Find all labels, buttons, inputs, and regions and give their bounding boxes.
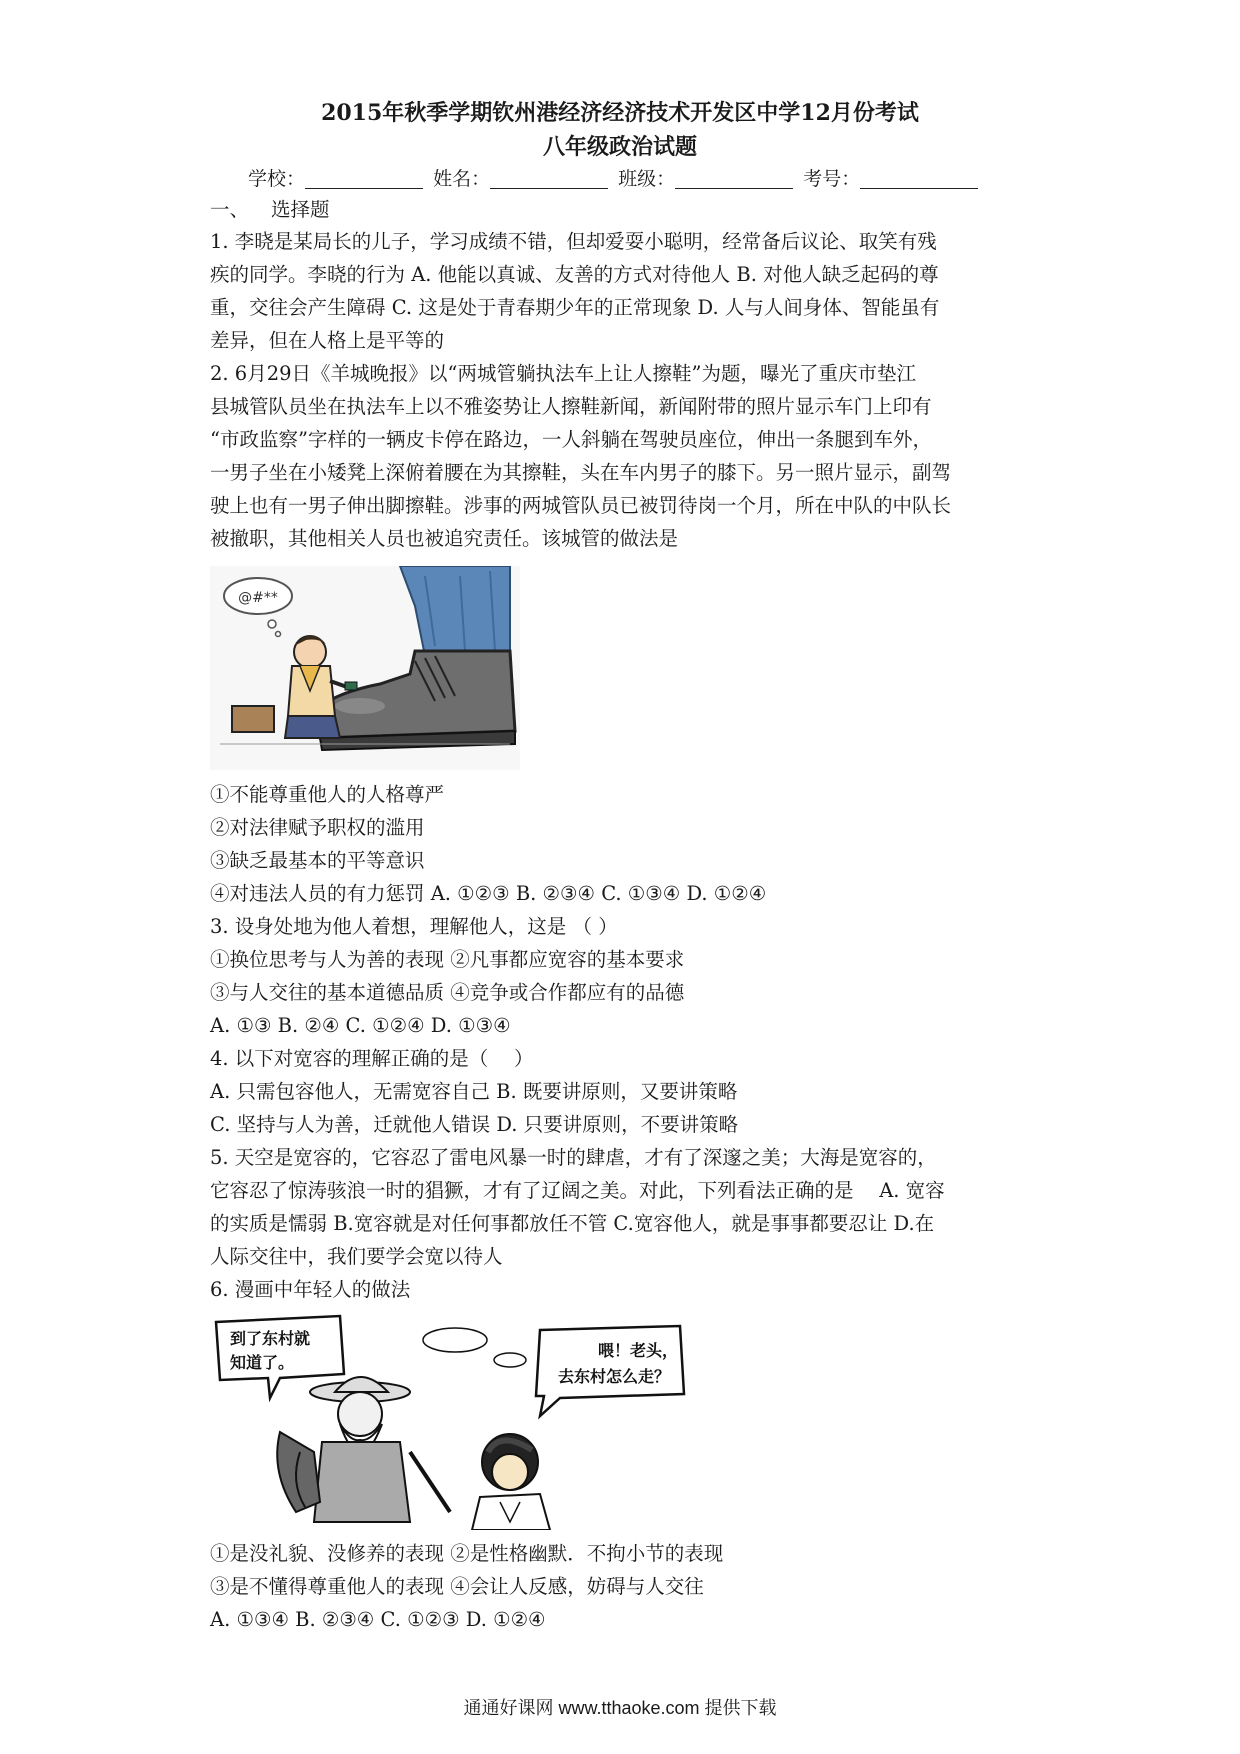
q5-line: 5. 天空是宽容的，它容忍了雷电风暴一时的肆虐，才有了深邃之美；大海是宽容的， xyxy=(210,1146,937,1169)
q6-option: ③是不懂得尊重他人的表现 ④会让人反感，妨碍与人交往 xyxy=(210,1575,704,1598)
cartoon2-right-line2: 去东村怎么走？ xyxy=(558,1367,671,1386)
section-number: 一、 xyxy=(210,198,250,221)
shoe-shine-cartoon xyxy=(210,566,520,770)
q5-line: 它容忍了惊涛骇浪一时的猖獗，才有了辽阔之美。对此，下列看法正确的是 A. 宽容 xyxy=(210,1179,945,1202)
q3-line: A. ①③ B. ②④ C. ①②④ D. ①③④ xyxy=(210,1014,511,1037)
exam-title: 2015年秋季学期钦州港经济经济技术开发区中学12月份考试 xyxy=(321,100,919,126)
q1-line: 重，交往会产生障碍 C. 这是处于青春期少年的正常现象 D. 人与人间身体、智能虽有 xyxy=(210,296,940,319)
q2-line: 被撤职，其他相关人员也被追究责任。该城管的做法是 xyxy=(210,527,679,550)
q2-option: ④对违法人员的有力惩罚 A. ①②③ B. ②③④ C. ①③④ D. ①②④ xyxy=(210,882,767,905)
directions-cartoon xyxy=(210,1312,700,1530)
name-label: 姓名： xyxy=(433,168,491,190)
q4-line: C. 坚持与人为善，迁就他人错误 D. 只要讲原则，不要讲策略 xyxy=(210,1113,739,1136)
cartoon2-left-line2: 知道了。 xyxy=(230,1353,295,1372)
q6-option: A. ①③④ B. ②③④ C. ①②③ D. ①②④ xyxy=(210,1608,546,1631)
q4-line: 4. 以下对宽容的理解正确的是（ ） xyxy=(210,1047,534,1070)
q1-line: 1. 李晓是某局长的儿子，学习成绩不错，但却爱耍小聪明，经常备后议论、取笑有残 xyxy=(210,230,937,253)
q2-line: 一男子坐在小矮凳上深俯着腰在为其擦鞋，头在车内男子的膝下。另一照片显示，副驾 xyxy=(210,461,952,484)
q6-option: ①是没礼貌、没修养的表现 ②是性格幽默．不拘小节的表现 xyxy=(210,1542,724,1565)
q6-line: 6. 漫画中年轻人的做法 xyxy=(210,1278,411,1301)
q3-line: ①换位思考与人为善的表现 ②凡事都应宽容的基本要求 xyxy=(210,948,685,971)
page-footer: 通通好课网 www.tthaoke.com 提供下载 xyxy=(463,1698,777,1718)
class-blank xyxy=(675,170,793,189)
section-heading xyxy=(210,198,330,222)
section-label: 选择题 xyxy=(271,198,330,221)
q2-option: ②对法律赋予职权的滥用 xyxy=(210,816,425,839)
student-info-row xyxy=(248,164,982,191)
cartoon1-speech: @#** xyxy=(238,590,278,606)
q1-line: 疾的同学。李晓的行为 A. 他能以真诚、友善的方式对待他人 B. 对他人缺乏起码的尊 xyxy=(210,263,939,286)
q2-line: 驶上也有一男子伸出脚擦鞋。涉事的两城管队员已被罚待岗一个月，所在中队的中队长 xyxy=(210,494,952,517)
q2-line: 县城管队员坐在执法车上以不雅姿势让人擦鞋新闻，新闻附带的照片显示车门上印有 xyxy=(210,395,932,418)
school-label: 学校： xyxy=(248,168,306,190)
exam-subtitle: 八年级政治试题 xyxy=(542,134,697,160)
directions-drawing xyxy=(210,1312,700,1530)
q2-option: ③缺乏最基本的平等意识 xyxy=(210,849,425,872)
q5-line: 人际交往中，我们要学会宽以待人 xyxy=(210,1245,503,1268)
q2-option: ①不能尊重他人的人格尊严 xyxy=(210,783,445,806)
q1-line: 差异，但在人格上是平等的 xyxy=(210,329,445,352)
q5-line: 的实质是懦弱 B.宽容就是对任何事都放任不管 C.宽容他人，就是事事都要忍让 D.在 xyxy=(210,1212,935,1235)
q3-line: 3. 设身处地为他人着想，理解他人，这是 （ ） xyxy=(210,915,618,938)
name-blank xyxy=(490,170,608,189)
q3-line: ③与人交往的基本道德品质 ④竞争或合作都应有的品德 xyxy=(210,981,685,1004)
cartoon2-right-line1: 喂！老头， xyxy=(598,1341,679,1360)
cartoon2-left-line1: 到了东村就 xyxy=(230,1329,311,1348)
shoe-shine-drawing xyxy=(210,566,520,770)
school-blank xyxy=(305,170,423,189)
exam-number-blank xyxy=(860,170,978,189)
exam-number-label: 考号： xyxy=(803,168,861,190)
q2-line: “市政监察”字样的一辆皮卡停在路边，一人斜躺在驾驶员座位，伸出一条腿到车外， xyxy=(210,428,932,451)
q2-line: 2. 6月29日《羊城晚报》以“两城管躺执法车上让人擦鞋”为题，曝光了重庆市垫江 xyxy=(210,362,916,385)
q4-line: A. 只需包容他人，无需宽容自己 B. 既要讲原则，又要讲策略 xyxy=(210,1080,738,1103)
class-label: 班级： xyxy=(618,168,676,190)
